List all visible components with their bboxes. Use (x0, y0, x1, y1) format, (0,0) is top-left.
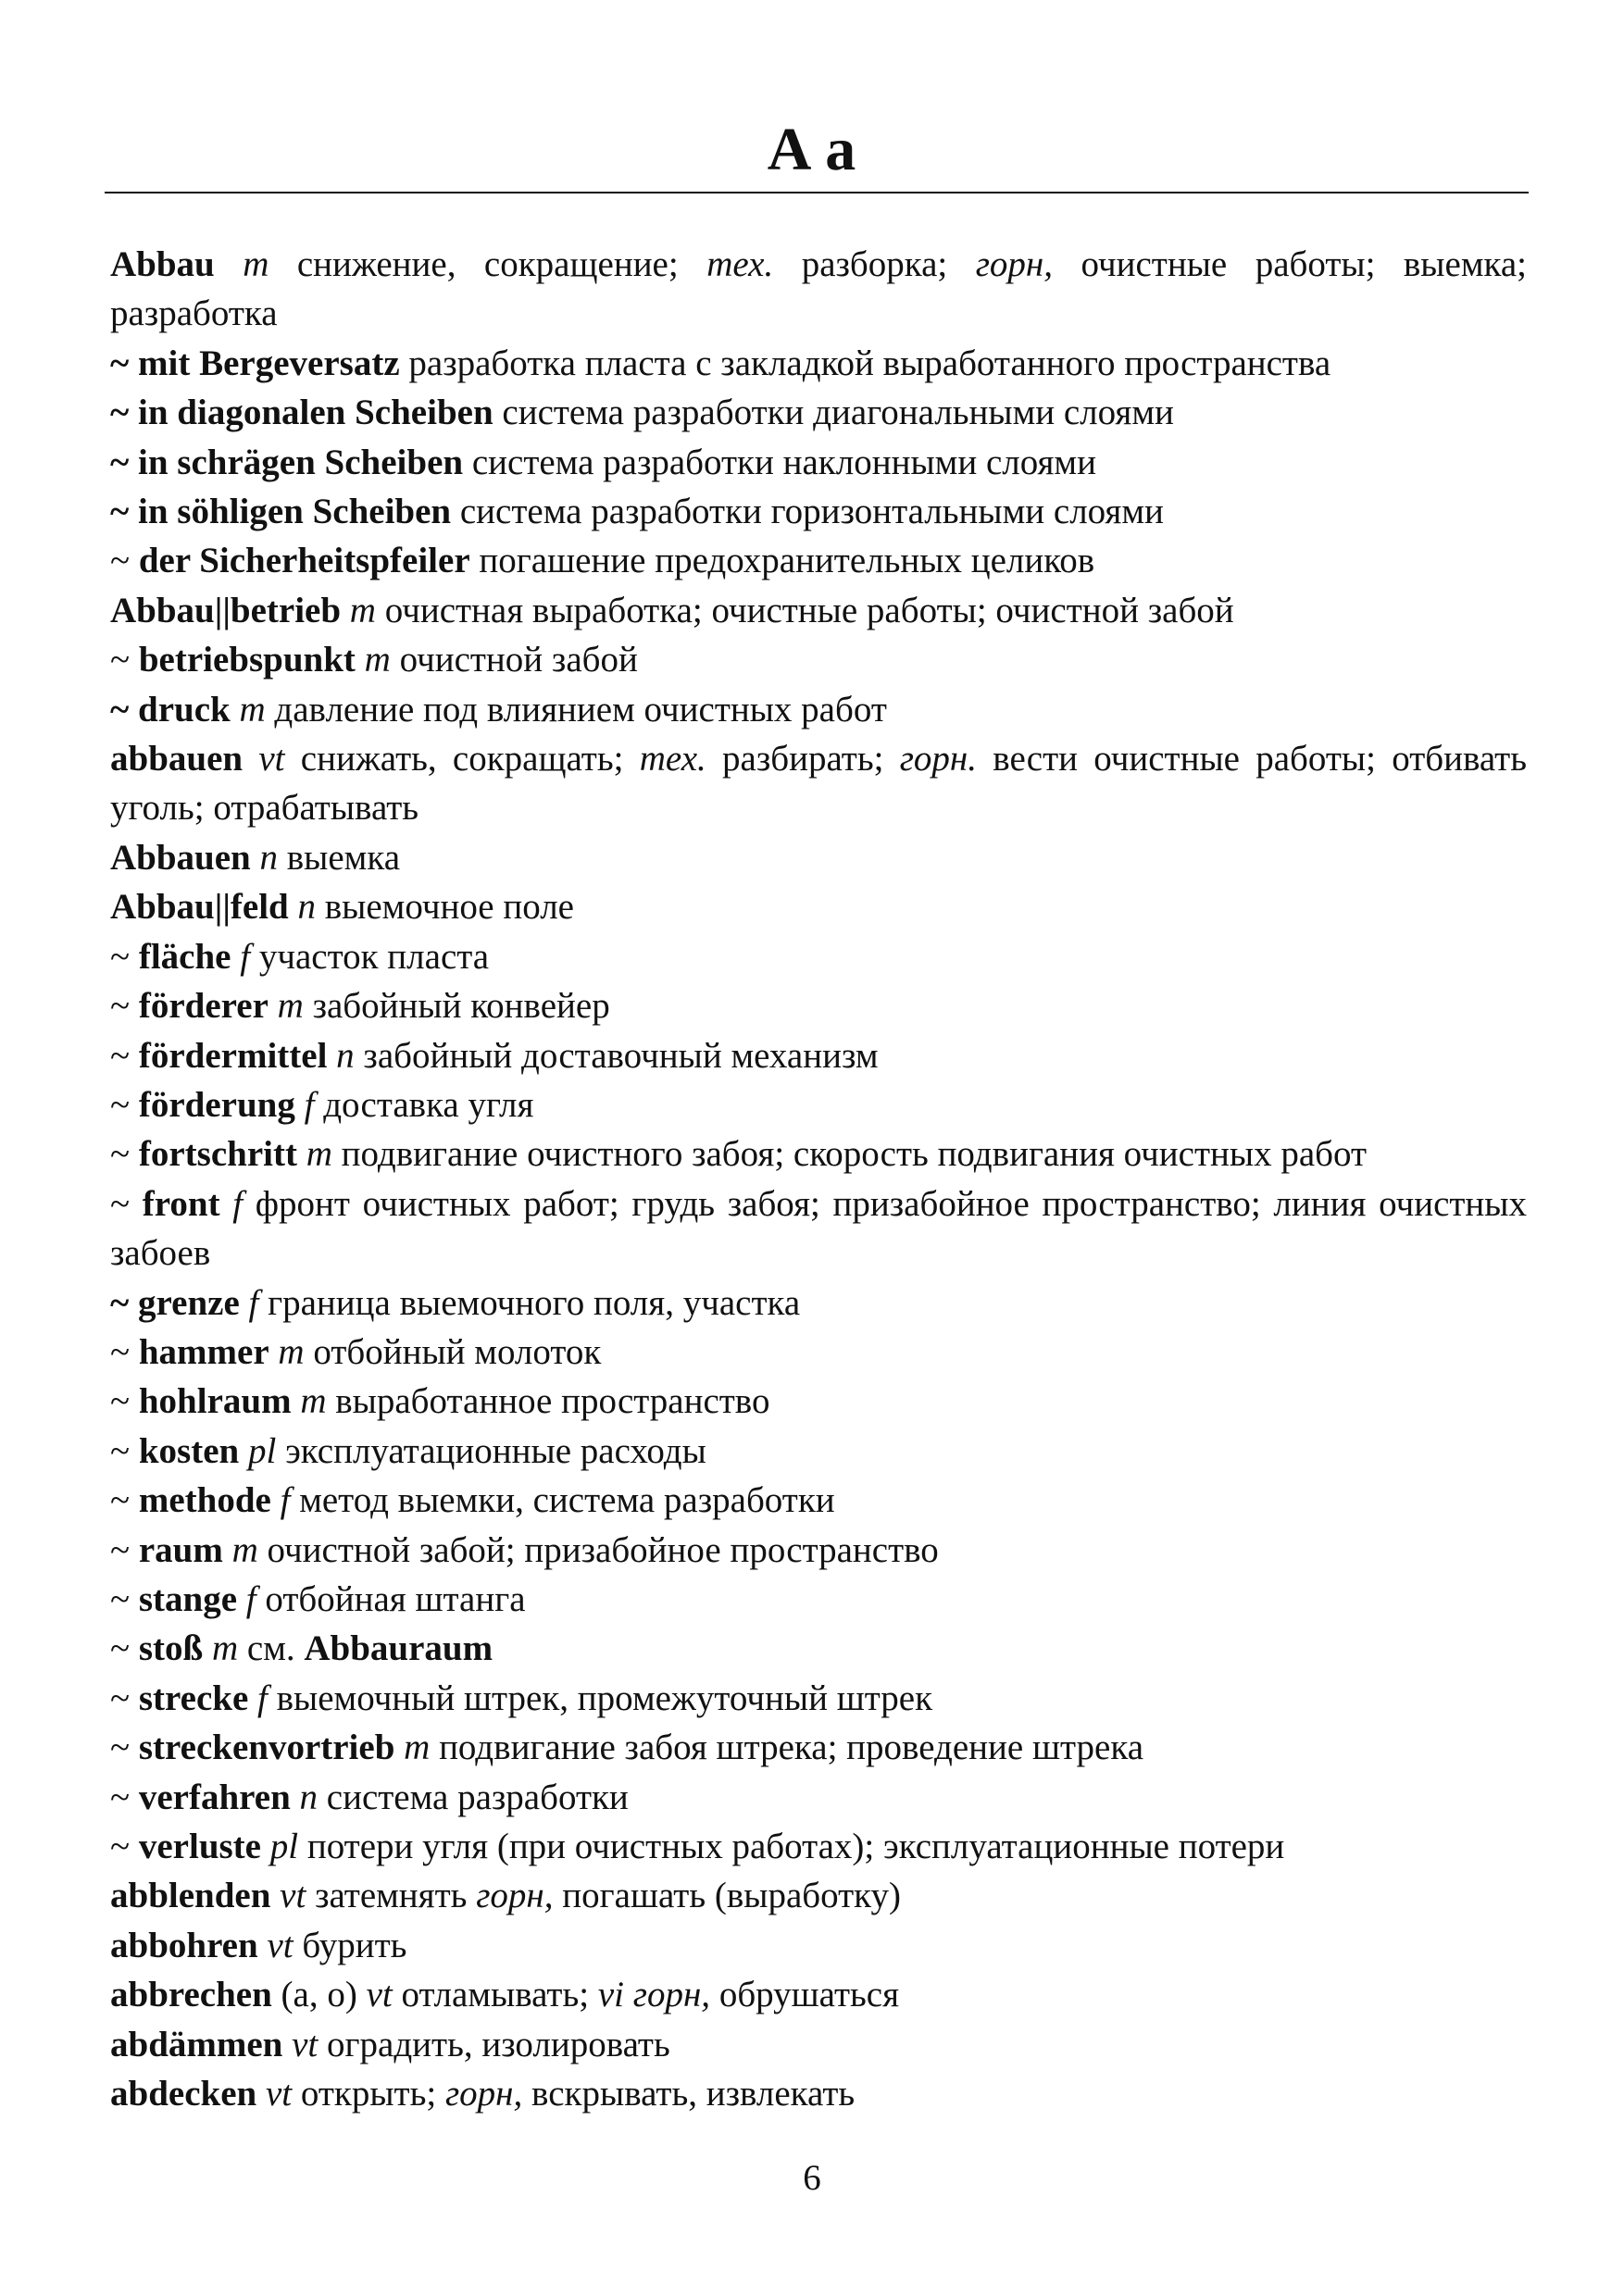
entry-headword: Abbau (110, 244, 215, 284)
entry-translation: забойный конвейер (303, 986, 610, 1027)
entry-grammar-label: vt (280, 1876, 306, 1916)
entry-translation: открыть; (292, 2074, 445, 2114)
dictionary-entry (110, 932, 1527, 981)
entry-grammar-label: m (404, 1727, 431, 1768)
entry-grammar-label: f (257, 1678, 268, 1718)
entry-translation: отбойная штанга (256, 1578, 526, 1619)
entry-headword: grenze (138, 1282, 240, 1323)
entry-tilde: ~ (110, 442, 139, 482)
entry-tilde: ~ (110, 1777, 139, 1817)
entry-tilde: ~ (110, 1084, 139, 1125)
dictionary-entry (110, 1723, 1527, 1772)
heading-divider (105, 192, 1529, 193)
entry-headword: der Sicherheitspfeiler (138, 541, 470, 581)
dictionary-entry (110, 586, 1527, 635)
dictionary-entry (110, 734, 1527, 833)
entry-headword: in diagonalen Scheiben (138, 393, 493, 433)
entry-translation: очистные работы; выемка; разработка (110, 244, 1527, 334)
entry-headword: in söhligen Scheiben (138, 492, 452, 532)
entry-headword: abdämmen (110, 2024, 283, 2064)
dictionary-entry (110, 1031, 1527, 1080)
entry-headword: raum (138, 1529, 223, 1570)
entry-translation: доставка угля (314, 1084, 534, 1125)
entry-translation: оградить, изолировать (318, 2024, 670, 2064)
entry-tilde: ~ (110, 936, 139, 977)
entry-translation: очистной забой (390, 640, 638, 680)
dictionary-entry (110, 1328, 1527, 1377)
entry-translation: затемнять (306, 1876, 477, 1916)
entry-grammar-label: f (240, 936, 251, 977)
entry-translation: бурить (293, 1925, 407, 1965)
dictionary-entry (110, 1871, 1527, 1920)
entry-grammar-label: vt (265, 2074, 293, 2114)
entry-translation: (a, o) (271, 1975, 367, 2015)
dictionary-entry (110, 1773, 1527, 1822)
dictionary-entry (110, 438, 1527, 487)
entry-translation: давление под влиянием очистных работ (265, 689, 887, 730)
entry-grammar-label: n (297, 887, 316, 928)
entry-translation: выработанное пространство (326, 1381, 770, 1422)
entry-label-italic: тех. (706, 244, 774, 284)
entry-translation: погашать (выработку) (553, 1876, 902, 1916)
entry-translation: снижать, сокращать; (284, 739, 640, 780)
dictionary-entry (110, 635, 1527, 684)
entry-grammar-label: m (231, 1529, 258, 1570)
entry-headword: verfahren (138, 1777, 291, 1817)
dictionary-entries (110, 240, 1527, 2118)
entry-headword: hohlraum (138, 1381, 292, 1422)
entry-headword: Abbau||betrieb (110, 590, 342, 630)
entry-headword: verluste (138, 1827, 261, 1866)
dictionary-entry (110, 1476, 1527, 1525)
entry-grammar-label: pl (247, 1430, 277, 1471)
entry-translation: метод выемки, система разработки (290, 1480, 835, 1521)
entry-grammar-label: vt (267, 1925, 294, 1965)
entry-grammar-label: f (232, 1183, 244, 1224)
entry-grammar-label: vt (258, 739, 285, 780)
entry-tilde: ~ (110, 986, 139, 1027)
entry-grammar-label: m (278, 1331, 305, 1372)
entry-label-italic: горн. (899, 739, 978, 780)
entry-tilde: ~ (110, 1282, 139, 1323)
dictionary-entry (110, 833, 1527, 882)
entry-headword: förderung (138, 1084, 295, 1125)
dictionary-entry (110, 1080, 1527, 1129)
entry-tilde: ~ (110, 343, 139, 383)
entry-label-italic: vi горн, (597, 1975, 711, 2015)
dictionary-entry (110, 981, 1527, 1030)
entry-translation: эксплуатационные расходы (276, 1430, 706, 1471)
entry-headword: betriebspunkt (138, 640, 356, 680)
entry-translation: снижение, сокращение; (269, 244, 707, 284)
entry-headword: Abbauen (110, 837, 251, 878)
entry-headword: stange (138, 1578, 238, 1619)
entry-tilde: ~ (110, 1381, 139, 1422)
entry-label-italic: горн, (476, 1876, 554, 1916)
entry-tilde: ~ (110, 1480, 139, 1521)
entry-headword: streckenvortrieb (138, 1727, 395, 1768)
dictionary-entry (110, 1129, 1527, 1179)
entry-translation: выемочное поле (315, 887, 574, 928)
dictionary-entry (110, 685, 1527, 734)
entry-tilde: ~ (110, 1628, 139, 1669)
entry-grammar-label: vt (292, 2024, 319, 2064)
entry-headword: fortschritt (138, 1134, 297, 1175)
entry-headword: front (142, 1183, 220, 1224)
entry-grammar-label: m (306, 1134, 332, 1175)
dictionary-entry (110, 388, 1527, 437)
entry-grammar-label: n (259, 837, 278, 878)
dictionary-entry (110, 1427, 1527, 1476)
dictionary-entry (110, 2020, 1527, 2069)
entry-headword: hammer (138, 1331, 269, 1372)
entry-translation: подвигание очистного забоя; скорость подвигания очистных работ (331, 1134, 1368, 1175)
entry-tilde: ~ (110, 689, 139, 730)
entry-translation: фронт очистных работ; грудь забоя; призабойное пространство; линия очистных забоев (110, 1183, 1527, 1274)
entry-headword: abbohren (110, 1925, 258, 1965)
dictionary-entry (110, 1921, 1527, 1970)
entry-tilde: ~ (110, 1183, 143, 1224)
entry-tilde: ~ (110, 393, 139, 433)
entry-tilde: ~ (110, 1134, 139, 1175)
entry-grammar-label: f (248, 1282, 259, 1323)
entry-grammar-label: f (245, 1578, 256, 1619)
dictionary-entry (110, 1575, 1527, 1624)
entry-tilde: ~ (110, 1727, 139, 1768)
dictionary-entry (110, 240, 1527, 339)
entry-headword: druck (138, 689, 231, 730)
entry-translation: см. (238, 1628, 305, 1669)
dictionary-entry (110, 1624, 1527, 1673)
dictionary-entry (110, 2069, 1527, 2118)
entry-headword: methode (138, 1480, 271, 1521)
entry-tilde: ~ (110, 541, 139, 581)
dictionary-entry (110, 1970, 1527, 2019)
entry-tilde: ~ (110, 1578, 139, 1619)
entry-translation: забойный доставочный механизм (354, 1035, 879, 1076)
entry-translation: отламывать; (392, 1975, 598, 2015)
entry-grammar-label: n (336, 1035, 355, 1076)
entry-tilde: ~ (110, 1035, 139, 1076)
entry-label-italic: vt (366, 1975, 393, 2015)
page-heading: A a (767, 116, 857, 183)
entry-translation: выемочный штрек, промежуточный штрек (267, 1678, 933, 1718)
entry-headword: strecke (138, 1678, 249, 1718)
entry-headword: fläche (138, 936, 231, 977)
entry-tilde: ~ (110, 1529, 139, 1570)
entry-grammar-label: pl (269, 1827, 299, 1866)
entry-tilde: ~ (110, 1678, 139, 1718)
entry-grammar-label: m (277, 986, 304, 1027)
dictionary-entry (110, 487, 1527, 536)
entry-label-italic: горн, (444, 2074, 523, 2114)
entry-translation: вести очистные работы; отбивать уголь; отрабатывать (110, 739, 1528, 829)
entry-headword: in schrägen Scheiben (138, 442, 464, 482)
dictionary-entry (110, 1179, 1527, 1278)
entry-headword: Abbau||feld (110, 887, 289, 928)
entry-grammar-label: m (349, 590, 376, 630)
entry-translation: система разработки диагональными слоями (493, 393, 1174, 433)
entry-translation: обрушаться (710, 1975, 900, 2015)
dictionary-entry (110, 536, 1527, 585)
entry-grammar-label: f (304, 1084, 315, 1125)
entry-grammar-label: m (243, 244, 269, 284)
entry-translation: очистная выработка; очистные работы; очистной забой (375, 590, 1234, 630)
entry-translation: разборка; (773, 244, 976, 284)
entry-grammar-label: m (211, 1628, 239, 1669)
entry-translation: система разработки (318, 1777, 629, 1817)
entry-label-italic: тех. (639, 739, 706, 780)
dictionary-entry (110, 1526, 1527, 1575)
entry-headword: abblenden (110, 1876, 271, 1916)
entry-translation: граница выемочного поля, участка (258, 1282, 801, 1323)
entry-translation: очистной забой; призабойное пространство (257, 1529, 939, 1570)
entry-translation: система разработки горизонтальными слоями (451, 492, 1164, 532)
entry-translation: потери угля (при очистных работах); эксплуатационные потери (298, 1827, 1285, 1866)
entry-translation: выемка (277, 837, 401, 878)
page-number: 6 (803, 2158, 821, 2198)
entry-translation: отбойный молоток (304, 1331, 602, 1372)
dictionary-entry (110, 1377, 1527, 1426)
entry-grammar-label: m (239, 689, 266, 730)
entry-tilde: ~ (110, 492, 139, 532)
entry-translation: система разработки наклонными слоями (463, 442, 1096, 482)
entry-translation: подвигание забоя штрека; проведение штрека (430, 1727, 1144, 1768)
entry-translation: разбирать; (706, 739, 900, 780)
dictionary-entry (110, 882, 1527, 931)
entry-translation: вскрывать, извлекать (522, 2074, 856, 2114)
entry-tilde: ~ (110, 1331, 139, 1372)
dictionary-entry (110, 1278, 1527, 1328)
entry-headword: kosten (138, 1430, 240, 1471)
dictionary-entry (110, 1674, 1527, 1723)
entry-headword: abdecken (110, 2074, 257, 2114)
entry-headword: fördermittel (138, 1035, 328, 1076)
entry-headword: mit Bergeversatz (138, 343, 400, 383)
entry-tilde: ~ (110, 1827, 139, 1866)
entry-translation: участок пласта (250, 936, 490, 977)
entry-tilde: ~ (110, 640, 139, 680)
entry-label-italic: горн, (975, 244, 1054, 284)
entry-grammar-label: m (300, 1381, 327, 1422)
entry-headword: abbauen (110, 739, 244, 780)
entry-translation: погашение предохранительных целиков (469, 541, 1095, 581)
dictionary-entry (110, 1822, 1527, 1871)
entry-crossref: Abbauraum (304, 1628, 493, 1669)
dictionary-entry (110, 339, 1527, 388)
entry-headword: förderer (138, 986, 269, 1027)
entry-grammar-label: m (364, 640, 391, 680)
entry-grammar-label: n (299, 1777, 319, 1817)
entry-headword: stoß (138, 1628, 204, 1669)
entry-tilde: ~ (110, 1430, 139, 1471)
entry-translation: разработка пласта с закладкой выработанного пространства (399, 343, 1331, 383)
entry-headword: abbrechen (110, 1975, 272, 2015)
entry-grammar-label: f (280, 1480, 291, 1521)
